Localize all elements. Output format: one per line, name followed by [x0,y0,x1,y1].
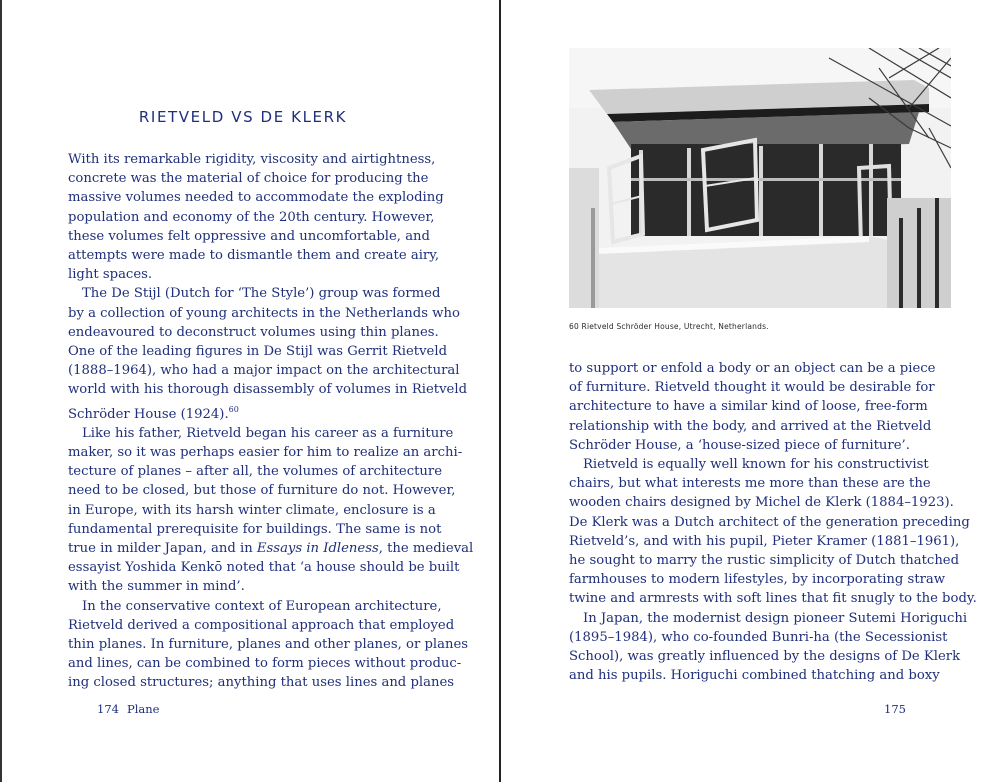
right-page-number: 175 [884,702,906,716]
text-line [68,150,436,169]
line-text: farmhouses to modern lifestyles, by incorporating straw [569,572,946,588]
line-text: (1895–1984), who co-founded Bunri-ha (the Secessionist [569,629,948,645]
text-line [68,462,443,481]
line-text: light spaces. [68,267,153,283]
line-text: One of the leading figures in De Stijl was Gerrit Rietveld [68,344,448,360]
text-line [68,361,460,380]
rietveld-house-photo [569,48,951,308]
text-line [68,481,456,500]
text-line [68,246,440,265]
line-text: population and economy of the 20th century. However, [68,209,435,225]
line-text: Like his father, Rietveld began his career as a furniture [82,425,454,441]
text-line [569,551,960,570]
text-line [68,539,474,558]
left-page-number: 174 [97,702,119,716]
text-line [569,628,948,647]
text-line [68,558,460,577]
line-text: School), was greatly influenced by the designs of De Klerk [569,649,961,665]
text-line [68,443,463,462]
text-line [569,436,931,455]
photo-caption: 60 Rietveld Schröder House, Utrecht, Netherlands. [569,322,769,331]
line-text: concrete was the material of choice for producing the [68,171,429,187]
text-line [569,397,931,416]
line-text: thin planes. In furniture, planes and other planes, or planes [68,637,469,653]
text-line [68,577,430,596]
line-text: ing closed structures; anything that uses lines and planes [68,675,455,691]
line-text: to support or enfold a body or an object can be a piece [569,361,936,376]
text-line [68,323,439,342]
text-line [68,400,430,424]
line-text: Rietveld derived a compositional approach that employed [68,617,455,633]
line-text: Schröder House (1924). [68,406,229,422]
text-line [569,474,931,493]
line-text: maker, so it was perhaps easier for him to realize an archi- [68,445,463,461]
left-edge-rule [0,0,2,782]
text-line [68,304,460,323]
line-text: (1888–1964), who had a major impact on the architectural [68,363,460,379]
line-text: by a collection of young architects in the Netherlands who [68,305,460,321]
book-title: Essays in Idleness [256,541,379,557]
text-line [68,342,448,361]
text-line [68,654,462,673]
text-line [68,265,430,284]
figure-reference: 60 [228,404,239,414]
text-line [68,284,441,303]
text-line [569,359,936,378]
text-line [68,673,455,692]
text-line [68,501,436,520]
text-line [68,635,469,654]
text-line [68,208,435,227]
line-text: Rietveld’s, and with his pupil, Pieter Kramer (1881–1961), [569,533,960,549]
line-text: essayist Yoshida Kenkō noted that ‘a house should be built [68,560,460,576]
line-text: Rietveld is equally well known for his constructivist [583,457,929,473]
text-line [68,188,444,207]
line-text: Schröder House, a ‘house-sized piece of furniture’. [569,437,910,453]
line-text: The De Stijl (Dutch for ‘The Style’) group was formed [82,286,441,302]
text-line [569,666,940,685]
line-text: endeavoured to deconstruct volumes using thin planes. [68,324,439,340]
line-text: and his pupils. Horiguchi combined thatching and boxy [569,668,940,684]
line-text: these volumes felt oppressive and uncomfortable, and [68,228,430,244]
line-text: In Japan, the modernist design pioneer Sutemi Horiguchi [583,610,968,626]
chapter-heading: RIETVELD VS DE KLERK [138,108,348,126]
text-line [569,532,960,551]
line-text: chairs, but what interests me more than these are the [569,476,931,492]
text-line [68,169,430,188]
line-text: world with his thorough disassembly of volumes in Rietveld [68,382,468,398]
line-text: and lines, can be combined to form pieces without produc- [68,656,462,672]
text-line [569,417,931,436]
line-text: De Klerk was a Dutch architect of the generation preceding [569,514,970,530]
left-folio [97,702,159,716]
text-line [68,597,442,616]
line-text: With its remarkable rigidity, viscosity and airtightness, [68,152,436,167]
line-text: massive volumes needed to accommodate the exploding [68,190,444,206]
left-body-text [68,150,474,693]
text-line [569,609,968,628]
text-line [569,455,931,474]
line-text: need to be closed, but those of furniture do not. However, [68,483,456,499]
text-line [569,589,977,608]
text-line [569,493,954,512]
text-line [68,227,430,246]
text-line [569,378,935,397]
text-line [569,647,961,666]
line-text: true in milder Japan, and in [68,541,257,557]
line-text: of furniture. Rietveld thought it would be desirable for [569,380,935,396]
running-section-title: Plane [126,702,160,716]
line-text: attempts were made to dismantle them and create airy, [68,248,440,264]
line-text: fundamental prerequisite for buildings. The same is not [68,521,442,537]
text-line [68,616,455,635]
line-text: wooden chairs designed by Michel de Klerk (1884–1923). [569,495,954,511]
text-line [569,570,946,589]
line-text: with the summer in mind’. [68,579,245,595]
line-text: relationship with the body, and arrived at the Rietveld [569,418,932,434]
text-line [569,513,970,532]
line-text: In the conservative context of European architecture, [82,598,442,614]
line-text: architecture to have a similar kind of loose, free-form [569,399,928,415]
line-text: he sought to marry the rustic simplicity of Dutch thatched [569,553,960,569]
left-page [0,0,499,782]
line-text: twine and armrests with soft lines that fit snugly to the body. [569,591,977,607]
line-text-continued: , the medieval [378,541,474,557]
text-line [68,380,468,399]
right-body-text [569,359,977,685]
line-text: tecture of planes – after all, the volumes of architecture [68,464,443,480]
text-line [68,424,454,443]
text-line [68,520,442,539]
line-text: in Europe, with its harsh winter climate, enclosure is a [68,502,436,518]
